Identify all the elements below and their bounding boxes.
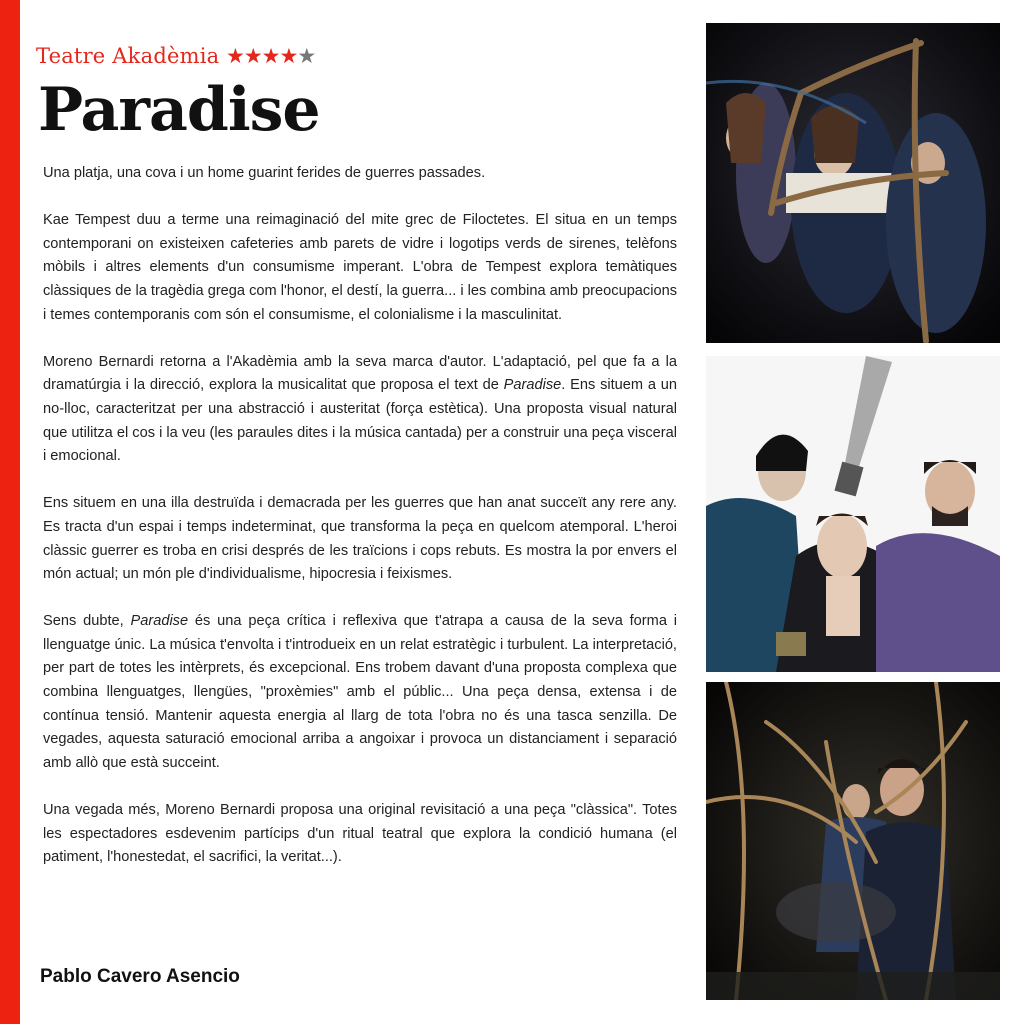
accent-bar (0, 0, 20, 1024)
star-icon: ★ (226, 45, 244, 68)
paragraph-text: és una peça crítica i reflexiva que t'atrapa a causa de la seva forma i llenguatge únic. La música t'envolta i t'introdueix en un relat estratègic i turbulent. La interpretació, per part de totes les intèrprets, és excepcional. Ens trobem davant d'una proposta complexa que combina llenguatges, llengües, "proxèmies" amb el públic... Una peça densa, extensa i de contínua tensió. Mantenir aquesta energia al llarg de tota l'obra no és una tasca senzilla. De vegades, aquesta saturació emocional arriba a angoixar i provoca un distanciament i separació amb allò que està succeint. (43, 613, 678, 771)
stage-photo-1 (706, 23, 1000, 343)
star-icon: ★ (279, 45, 298, 68)
paragraph: Ens situem en una illa destruïda i demacrada per les guerres que han anat succeït any rere any. Es tracta d'un espai i temps indeterminat, que transforma la peça en quelcom atemporal. L'heroi clàssic guerrer es troba en crisi després de les traïcions i cops rebuts. Es mostra la por envers el món actual; un món ple d'individualisme, hipocresia i feixismes. (43, 495, 677, 583)
paragraph (43, 351, 677, 469)
paragraph: Kae Tempest duu a terme una reimaginació del mite grec de Filoctetes. El situa en un temps contemporani on existeixen cafeteries amb parets de vidre i logotips verds de sirenes, telèfons mòbils i altres elements d'un consumisme imperant. L'obra de Tempest explora temàtiques clàssiques de la tragèdia grega com l'honor, el destí, la guerra... i les combina amb preocupacions i temes contemporanis com són el consumisme, el colonialisme i la masculinitat. (43, 212, 677, 323)
paragraph: Una vegada més, Moreno Bernardi proposa una original revisitació a una peça "clàssica". Totes les espectadores esdevenim partícips d'un ritual teatral que explora la condició humana (el patiment, l'honestedat, el sacrifici, la veritat...). (43, 802, 677, 866)
author-name: Pablo Cavero Asencio (40, 966, 240, 987)
star-empty-icon: ★ (297, 45, 316, 68)
play-title: Paradise (130, 613, 189, 630)
paragraph-text: Sens dubte, (43, 613, 131, 630)
venue-name: Teatre Akadèmia (36, 44, 220, 68)
paragraph-text: Moreno Bernardi retorna a l'Akadèmia amb la seva marca d'autor. L'adaptació, pel que fa a la dramatúrgia i la direcció, explora la musicalitat que proposa el text de (43, 353, 677, 394)
star-icon: ★ (243, 45, 262, 68)
page-title: Paradise (38, 75, 320, 145)
article-body (43, 162, 677, 893)
play-title: Paradise (503, 377, 562, 394)
stage-photo-3 (706, 682, 1000, 1000)
paragraph-text: . Ens situem a un no-lloc, caracteritzat per una abstracció i austeritat (força estètica). Una proposta visual natural que utilitza el cos i la veu (les paraules dites i la música cantada) per a construir una peça visceral i emocional. (43, 377, 677, 465)
star-icon: ★ (261, 45, 280, 68)
stage-photo-2 (706, 356, 1000, 672)
lead-paragraph: Una platja, una cova i un home guarint ferides de guerres passades. (43, 165, 486, 181)
rating-stars (226, 44, 315, 69)
paragraph (43, 610, 677, 775)
